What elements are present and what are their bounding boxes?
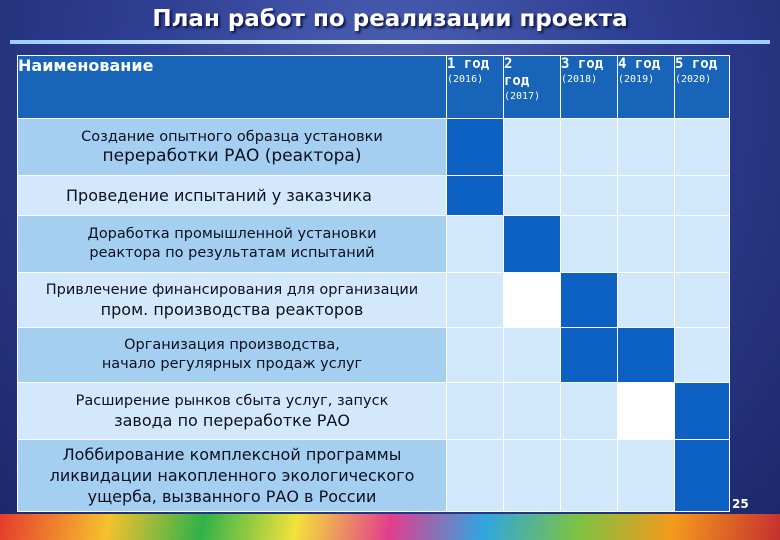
task-line: Организация производства, — [124, 337, 340, 353]
task-line: завода по переработке РАО — [114, 411, 350, 430]
task-line: ликвидации накопленного экологического — [49, 466, 415, 485]
task-name — [18, 328, 447, 383]
table-row — [18, 176, 730, 216]
column-header-year-1 — [447, 56, 504, 119]
year-sub: (2020) — [675, 74, 712, 85]
schedule-cell — [561, 119, 618, 176]
column-header-year-4 — [618, 56, 675, 119]
year-sub: (2017) — [504, 91, 541, 102]
title-underline — [10, 40, 770, 44]
schedule-cell — [618, 216, 675, 273]
year-label: 3 год — [561, 56, 604, 72]
task-line: Расширение рынков сбыта услуг, запуск — [75, 393, 389, 409]
schedule-cell — [675, 273, 730, 328]
task-line: Создание опытного образца установки — [81, 129, 383, 145]
task-line: реактора по результатам испытаний — [89, 245, 375, 261]
task-line: переработки РАО (реактора) — [102, 146, 362, 166]
schedule-cell — [447, 440, 504, 512]
header-row — [18, 56, 730, 119]
task-name — [18, 383, 447, 440]
year-sub: (2016) — [447, 74, 484, 85]
schedule-cell — [675, 119, 730, 176]
task-name — [18, 176, 447, 216]
schedule-cell — [447, 383, 504, 440]
schedule-cell — [618, 383, 675, 440]
task-line: Лоббирование комплексной программы — [62, 445, 402, 464]
schedule-cell — [618, 328, 675, 383]
task-line: ущерба, вызванного РАО в России — [87, 487, 377, 506]
task-line: Проведение испытаний у заказчика — [66, 186, 372, 205]
schedule-cell — [618, 176, 675, 216]
table-row — [18, 216, 730, 273]
page-number: 25 — [732, 497, 749, 511]
schedule-cell — [561, 328, 618, 383]
year-sub: (2019) — [618, 74, 655, 85]
schedule-cell — [504, 440, 561, 512]
table-row — [18, 383, 730, 440]
year-label: 2 год — [504, 56, 530, 89]
table-row — [18, 119, 730, 176]
schedule-cell — [504, 273, 561, 328]
task-name — [18, 216, 447, 273]
task-name — [18, 440, 447, 512]
schedule-cell — [447, 176, 504, 216]
task-name — [18, 119, 447, 176]
year-label: 4 год — [618, 56, 661, 72]
plan-table — [17, 55, 730, 512]
schedule-cell — [561, 440, 618, 512]
column-header-year-3 — [561, 56, 618, 119]
year-label: 1 год — [447, 56, 490, 72]
year-sub: (2018) — [561, 74, 598, 85]
schedule-cell — [618, 273, 675, 328]
column-header-year-2 — [504, 56, 561, 119]
decorative-stripes — [0, 514, 780, 540]
year-label: 5 год — [675, 56, 718, 72]
schedule-cell — [504, 328, 561, 383]
schedule-cell — [675, 383, 730, 440]
schedule-cell — [447, 273, 504, 328]
task-line: Доработка промышленной установки — [87, 226, 377, 242]
schedule-cell — [504, 176, 561, 216]
task-line: начало регулярных продаж услуг — [101, 356, 363, 372]
schedule-cell — [675, 216, 730, 273]
task-line: Привлечение финансирования для организации — [45, 282, 419, 298]
schedule-cell — [504, 383, 561, 440]
column-header-year-5 — [675, 56, 730, 119]
schedule-cell — [504, 216, 561, 273]
table-row — [18, 328, 730, 383]
page-title: План работ по реализации проекта — [152, 6, 628, 32]
schedule-cell — [675, 176, 730, 216]
schedule-cell — [561, 273, 618, 328]
schedule-cell — [675, 440, 730, 512]
table-row — [18, 440, 730, 512]
schedule-cell — [561, 383, 618, 440]
schedule-cell — [447, 216, 504, 273]
schedule-cell — [447, 328, 504, 383]
task-line: пром. производства реакторов — [100, 300, 364, 319]
schedule-cell — [675, 328, 730, 383]
schedule-cell — [561, 216, 618, 273]
schedule-cell — [618, 440, 675, 512]
table-row — [18, 273, 730, 328]
schedule-cell — [504, 119, 561, 176]
task-name — [18, 273, 447, 328]
column-header-name: Наименование — [18, 56, 447, 119]
schedule-cell — [561, 176, 618, 216]
schedule-cell — [447, 119, 504, 176]
schedule-cell — [618, 119, 675, 176]
